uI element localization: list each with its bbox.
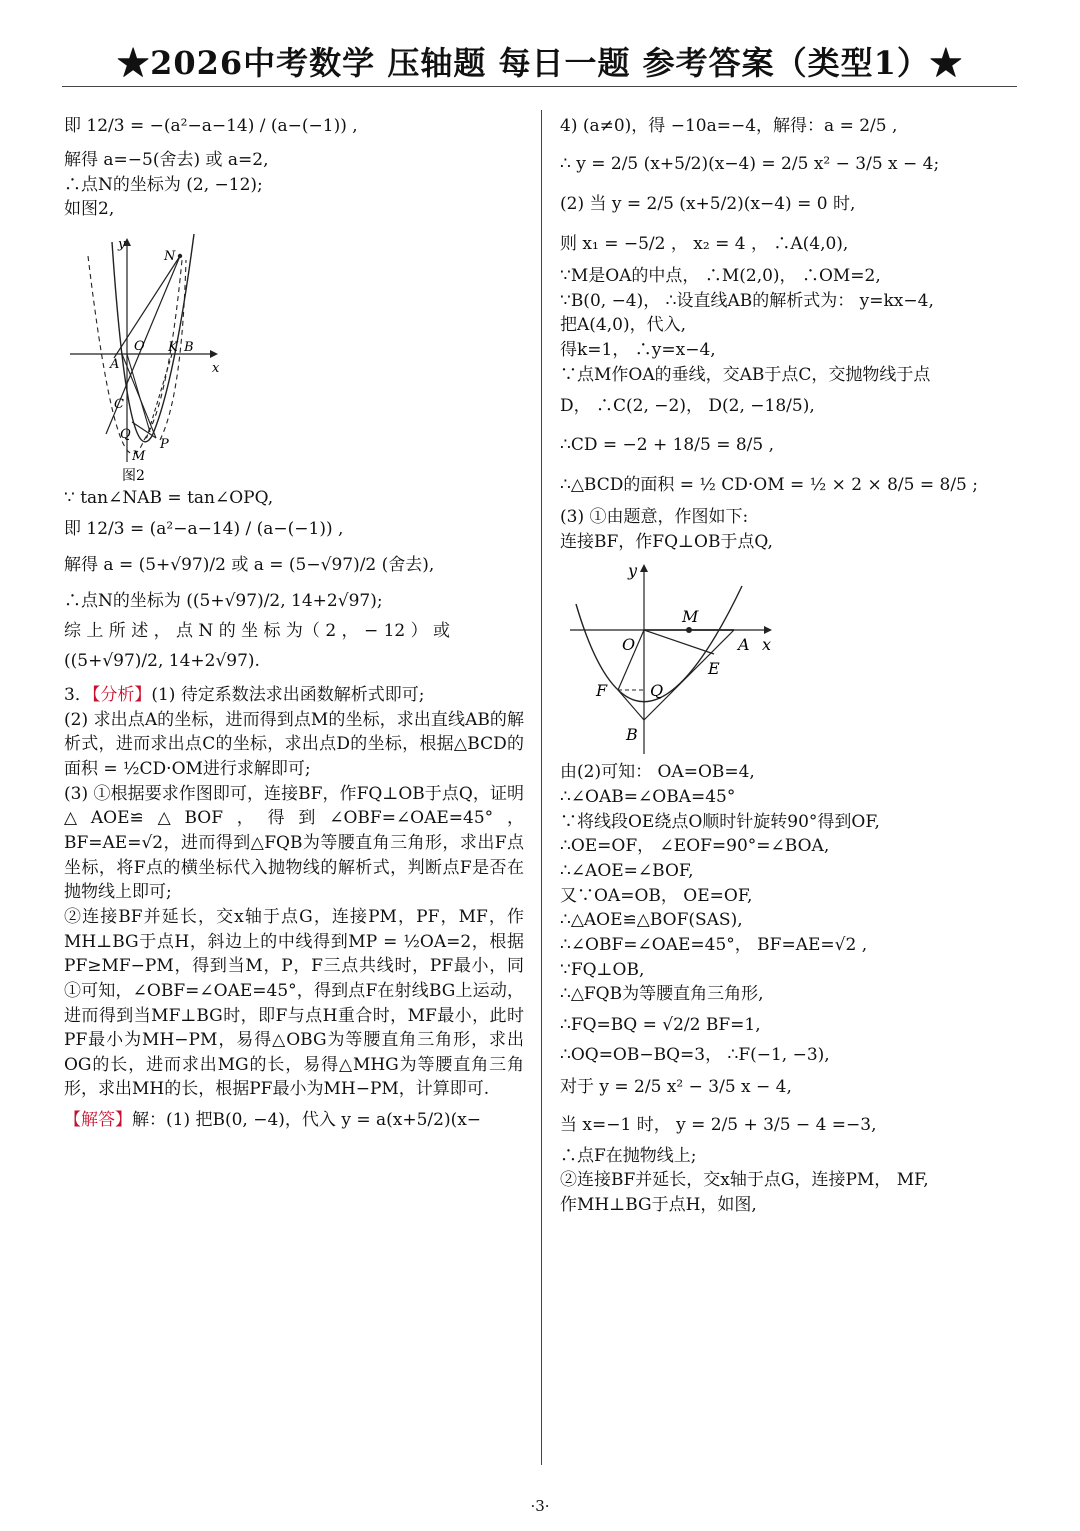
label-x: x: [212, 360, 220, 376]
text-line: ∴△FQB为等腰直角三角形,: [560, 984, 764, 1005]
label-M: M: [682, 607, 699, 627]
text-line: ∵点M作OA的垂线，交AB于点C，交抛物线于点: [560, 364, 931, 385]
figure-3: [566, 558, 786, 758]
text-line: 解得 a=−5(舍去) 或 a=2,: [64, 150, 269, 170]
figure-2: [64, 226, 234, 484]
text-line: (2) 当 y = 2/5 (x+5/2)(x−4) = 0 时,: [560, 194, 856, 214]
label-Q: Q: [120, 426, 131, 442]
label-y: y: [118, 236, 126, 252]
answer-text: 解：(1) 把B(0, −4)，代入 y = a(x+5/2)(x−: [132, 1110, 482, 1131]
text-line: ∴点N的坐标为 (2, −12);: [64, 174, 263, 195]
analysis-part-3: (3) ①根据要求作图即可，连接BF，作FQ⊥OB于点Q，证明△AOE≌△BOF，得到∠OBF=∠OAE=45°，BF=AE=√2，进而得到△FQB为等腰直角三角形，求出F点坐标，将F点的横坐标代入抛物线的解析式，判断点F是否在抛物线上即可;: [64, 783, 524, 903]
label-C: C: [114, 396, 124, 412]
text-line: 即 12/3 = −(a²−a−14) / (a−(−1)) ,: [64, 116, 358, 136]
text-line: 把A(4,0)，代入,: [560, 315, 686, 336]
analysis-heading: [64, 683, 524, 708]
label-F: F: [596, 681, 608, 701]
answer-tag: 【解答】: [64, 1110, 132, 1131]
text-line: ∴△AOE≌△BOF(SAS),: [560, 910, 743, 931]
label-B: B: [184, 339, 194, 355]
text-line: 当 x=−1 时， y = 2/5 + 3/5 − 4 =−3,: [560, 1114, 877, 1135]
label-y: y: [628, 561, 638, 581]
label-B: B: [626, 725, 638, 745]
label-N: N: [164, 248, 176, 264]
figure-2-caption: 图2: [122, 467, 145, 484]
label-O: O: [622, 635, 636, 655]
text-line: 得k=1， ∴y=x−4,: [560, 339, 716, 360]
column-divider: [541, 110, 542, 1465]
text-line: D， ∴C(2, −2)， D(2, −18/5),: [560, 396, 815, 417]
right-column: [560, 108, 1020, 1217]
text-line: ∵ tan∠NAB = tan∠OPQ,: [64, 487, 274, 508]
text-line: 即 12/3 = (a²−a−14) / (a−(−1)) ,: [64, 518, 344, 539]
page-number: ·3·: [530, 1497, 550, 1515]
text-line: ∵将线段OE绕点O顺时针旋转90°得到OF,: [560, 811, 880, 832]
text-line: 对于 y = 2/5 x² − 3/5 x − 4,: [560, 1076, 792, 1097]
text-line: ∴∠OAB=∠OBA=45°: [560, 787, 736, 808]
page-header-title: ★2026中考数学 压轴题 每日一题 参考答案（类型1）★: [117, 44, 963, 82]
label-P: P: [160, 436, 169, 452]
figure-2-graph: [64, 226, 234, 484]
label-O: O: [134, 338, 145, 354]
text-line: ∴∠AOE=∠BOF,: [560, 861, 694, 882]
analysis-part-2: (2) 求出点A的坐标，进而得到点M的坐标，求出直线AB的解析式，进而求出点C的坐标，求出点D的坐标，根据△BCD的面积 = ½CD·OM进行求解即可;: [64, 709, 524, 780]
label-M: M: [132, 448, 146, 464]
text-line: ∴FQ=BQ = √2/2 BF=1,: [560, 1014, 761, 1035]
text-line: ∵FQ⊥OB,: [560, 959, 645, 980]
label-A: A: [738, 635, 750, 655]
figure-3-graph: [566, 558, 786, 758]
left-column: [64, 108, 524, 1133]
text-line: ∴点F在抛物线上;: [560, 1145, 697, 1166]
analysis-tag: 【分析】: [91, 685, 152, 706]
text-line: 由(2)可知： OA=OB=4,: [560, 762, 755, 783]
text-line: ②连接BF并延长，交x轴于点G，连接PM， MF,: [560, 1170, 929, 1191]
text-line: ∴ y = 2/5 (x+5/2)(x−4) = 2/5 x² − 3/5 x − 4;: [560, 154, 940, 174]
text-line: 4) (a≠0)，得 −10a=−4，解得：a = 2/5 ,: [560, 116, 898, 136]
text-line: 连接BF，作FQ⊥OB于点Q,: [560, 531, 773, 552]
label-x: x: [762, 635, 772, 655]
label-K: K: [168, 339, 178, 355]
text-line: ∴△BCD的面积 = ½ CD·OM = ½ × 2 × 8/5 = 8/5 ;: [560, 475, 979, 496]
text-line: 综 上 所 述 ， 点 N 的 坐 标 为（ 2 ， − 12 ） 或: [64, 620, 451, 641]
text-line: ∴点N的坐标为 ((5+√97)/2, 14+2√97);: [64, 590, 383, 611]
text-line: 则 x₁ = −5/2 ， x₂ = 4 ， ∴A(4,0),: [560, 234, 849, 254]
text-line: 作MH⊥BG于点H，如图,: [560, 1194, 757, 1215]
text-line: (3) ①由题意，作图如下:: [560, 507, 749, 528]
text-line: 如图2,: [64, 199, 115, 220]
text-line: ∵M是OA的中点， ∴M(2,0)， ∴OM=2,: [560, 266, 881, 286]
label-Q: Q: [650, 681, 664, 701]
text-line: ∴CD = −2 + 18/5 = 8/5 ,: [560, 435, 775, 456]
label-E: E: [708, 659, 720, 679]
text-line: ∴OE=OF， ∠EOF=90°=∠BOA,: [560, 836, 830, 857]
text-line: ((5+√97)/2, 14+2√97).: [64, 651, 260, 672]
analysis-part-4: ②连接BF并延长，交x轴于点G，连接PM，PF，MF，作MH⊥BG于点H，斜边上的中线得到MP = ½OA=2，根据PF≥MF−PM，得到当M，P，F三点共线时，PF最小，同①可知，∠OBF=∠OAE=45°，得到点F在射线BG上运动，进而得到当MF⊥BG时，即F与点H重合时，MF最小，此时PF最小为MH−PM，易得△OBG为等腰直角三角形，求出OG的长，进而求出MG的长，易得△MHG为等腰直角三角形，求出MH的长，根据PF最小为MH−PM，计算即可.: [64, 906, 524, 1100]
text-line: 解得 a = (5+√97)/2 或 a = (5−√97)/2 (舍去),: [64, 554, 435, 575]
answer-heading: [64, 1108, 524, 1133]
text-line: 又∵OA=OB， OE=OF,: [560, 885, 753, 906]
text-line: ∴∠OBF=∠OAE=45°， BF=AE=√2 ,: [560, 934, 868, 955]
text-line: ∵B(0, −4)， ∴设直线AB的解析式为： y=kx−4,: [560, 290, 934, 311]
label-A: A: [110, 356, 120, 372]
header-divider: [62, 86, 1017, 87]
analysis-part-1: (1) 待定系数法求出函数解析式即可;: [151, 685, 425, 706]
text-line: ∴OQ=OB−BQ=3， ∴F(−1, −3),: [560, 1044, 830, 1065]
analysis-number: 3．: [64, 685, 92, 706]
